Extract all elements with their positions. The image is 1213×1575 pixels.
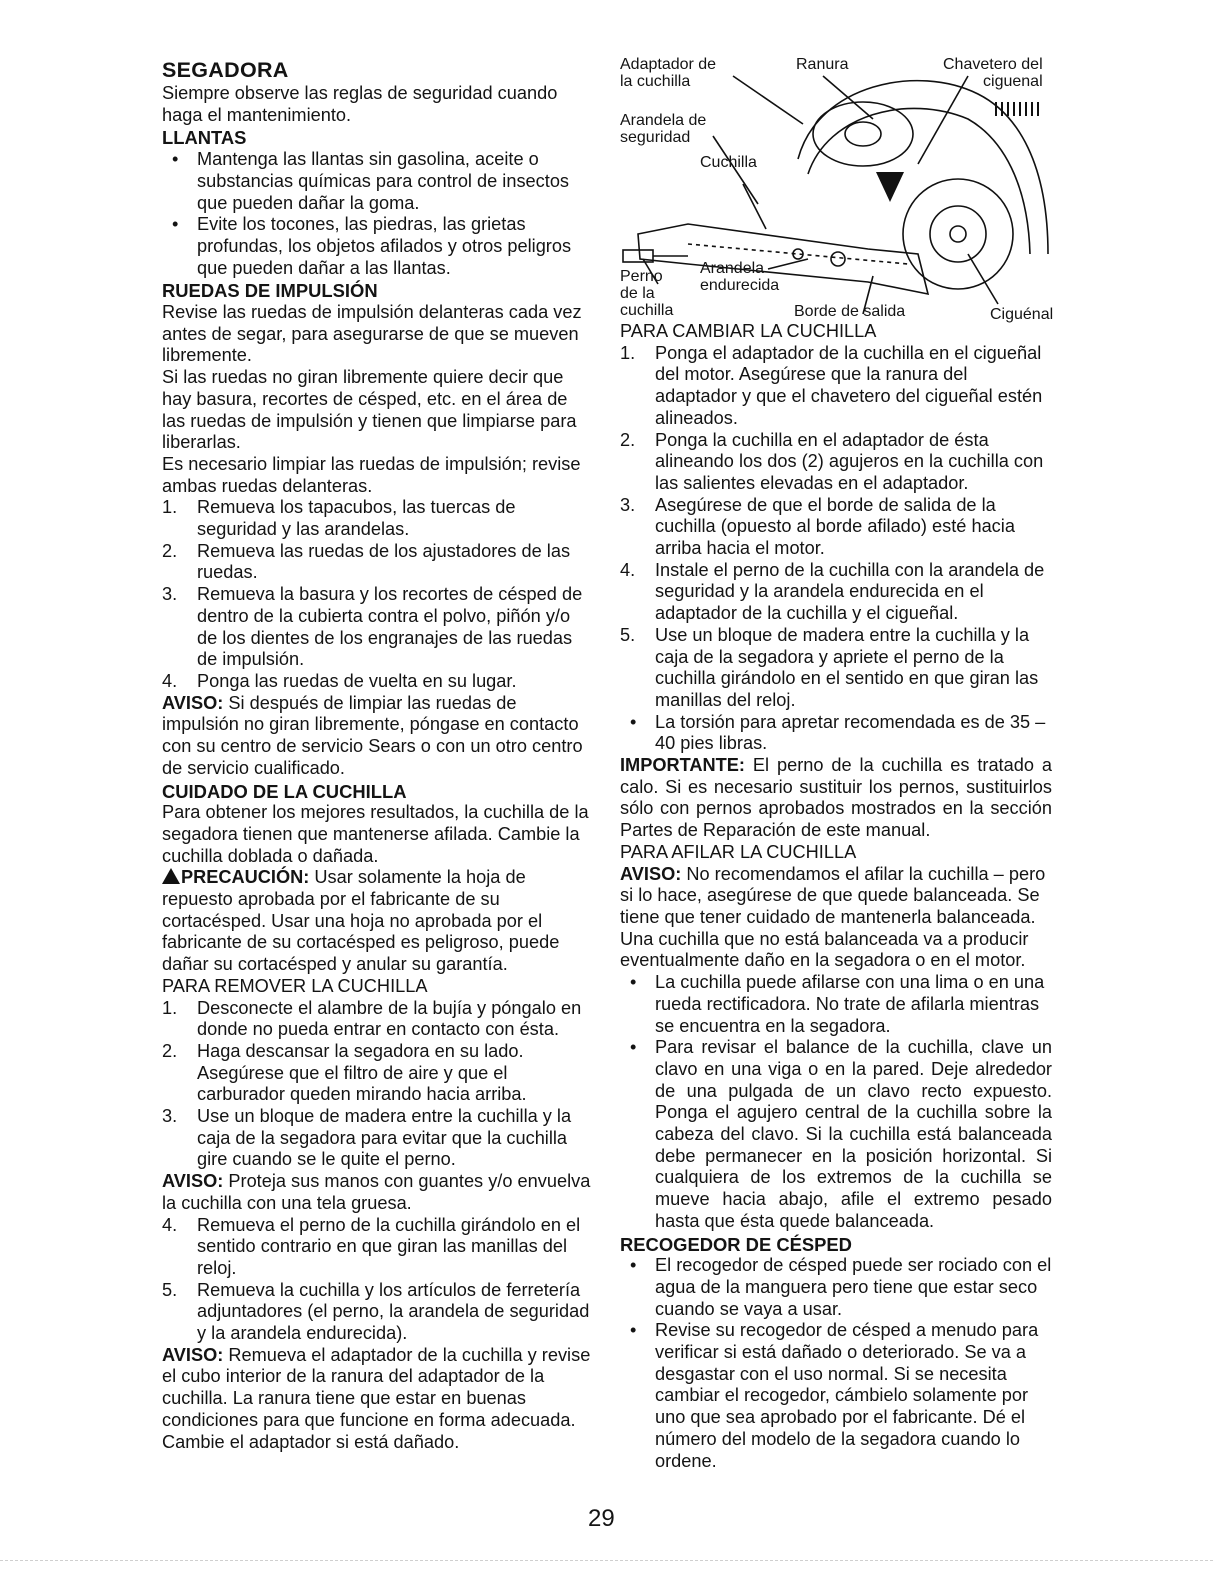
bullet-marker: •: [172, 214, 179, 235]
importante-paragraph: IMPORTANTE: El perno de la cuchilla es tratado a calo. Si es necesario sustituir los pernos, sustituirlos sólo con pernos aprobados mostrados en la sección Partes de Reparación de este manual.: [620, 755, 1052, 841]
label-cuchilla: Cuchilla: [700, 154, 757, 171]
list-item: • Para revisar el balance de la cuchilla, clave un clavo en una viga o en la pared. Deje alrededor de una pulgada de un clavo recto expuesto. Ponga el agujero central de la cuchilla sobre la cabeza del clavo. Si la cuchilla está balanceada debe permanecer en la posición horizontal. Si cualquiera de los extremos de la cuchilla se mueve hacia abajo, afile el extremo pesado hasta que ésta quede balanceada.: [630, 1037, 1052, 1231]
list-item: 4. Ponga las ruedas de vuelta en su lugar.: [162, 670, 517, 691]
label-arandela-seguridad: Arandela de seguridad: [620, 112, 707, 146]
section-title: SEGADORA: [162, 58, 289, 82]
bullet-marker: •: [172, 149, 179, 170]
page-number: 29: [588, 1505, 615, 1532]
ruedas-paragraph: Si las ruedas no giran libremente quiere decir que hay basura, recortes de césped, etc. en el área de las ruedas de impulsión y tienen que limpiarse para liberarlas.: [162, 367, 577, 453]
list-item: • Revise su recogedor de césped a menudo para verificar si está dañado o deteriorado. Se va a desgastar con el uso normal. Si se necesita cambiar el recogedor, cámbielo solamente por uno que sea aprobado por el fabricante. Dé el número del modelo de la segadora cuando lo ordene.: [630, 1320, 1039, 1471]
cuidado-paragraph: Para obtener los mejores resultados, la cuchilla de la segadora tienen que mantenerse afilada. Cambie la cuchilla doblada o dañada.: [162, 802, 589, 866]
ruedas-steps: [162, 497, 594, 692]
list-item: 2. Haga descansar la segadora en su lado. Asegúrese que el filtro de aire y que el carburador queden mirando hacia arriba.: [162, 1040, 527, 1105]
list-item: 3. Use un bloque de madera entre la cuchilla y la caja de la segadora para evitar que la cuchilla gire cuando se le quite el perno.: [162, 1106, 572, 1170]
list-item: 5. Remueva la cuchilla y los artículos de ferretería adjuntadores (el perno, la arandela de seguridad y la arandela endurecida).: [162, 1279, 590, 1344]
list-item: • Mantenga las llantas sin gasolina, aceite o substancias químicas para control de insectos que pueden dañar la goma.: [172, 149, 570, 213]
list-item: 1. Ponga el adaptador de la cuchilla en el cigueñal del motor. Asegúrese que la ranura del adaptador y que el chavetero del cigueñal estén alineados.: [620, 342, 1043, 428]
cambiar-bullets: [620, 712, 1052, 755]
left-column: [162, 58, 594, 1453]
intro-text: Siempre observe las reglas de seguridad cuando haga el mantenimiento.: [162, 83, 558, 125]
label-arandela-endurecida: Arandela endurecida: [700, 260, 780, 294]
label-chavetero: Chavetero del ciguenal: [943, 56, 1043, 90]
list-item: 2. Remueva las ruedas de los ajustadores de las ruedas.: [162, 540, 571, 583]
label-adaptador: Adaptador de la cuchilla: [620, 56, 717, 90]
warning-icon: [162, 868, 180, 884]
remover-aviso: AVISO: Proteja sus manos con guantes y/o envuelva la cuchilla con una tela gruesa.: [162, 1171, 591, 1213]
remover-steps: [162, 998, 594, 1172]
recogedor-heading: RECOGEDOR DE CÉSPED: [620, 1233, 852, 1255]
list-item: 4. Instale el perno de la cuchilla con la arandela de seguridad y la arandela endurecida en el adaptador de la cuchilla y el cigueñal.: [620, 559, 1045, 624]
afilar-bullets: [620, 972, 1052, 1232]
right-column: [620, 321, 1052, 1472]
remover-heading: PARA REMOVER LA CUCHILLA: [162, 975, 428, 996]
label-perno: Perno de la cuchilla: [620, 268, 674, 319]
list-item: 3. Asegúrese de que el borde de salida de la cuchilla (opuesto al borde afilado) esté hacia arriba hacia el motor.: [620, 494, 1015, 559]
list-item: • El recogedor de césped puede ser rociado con el agua de la manguera pero tiene que estar seco cuando se vaya a usar.: [630, 1255, 1052, 1319]
list-item: 3. Remueva la basura y los recortes de césped de dentro de la cubierta contra el polvo, piñón y/o de los dientes de los engranajes de las ruedas de impulsión.: [162, 584, 583, 670]
list-item: 1. Remueva los tapacubos, las tuercas de seguridad y las arandelas.: [162, 497, 516, 540]
list-item: 5. Use un bloque de madera entre la cuchilla y la caja de la segadora y apriete el perno de la cuchilla girándolo en el sentido en que giran las manillas del reloj.: [620, 624, 1039, 710]
list-item: • Evite los tocones, las piedras, las grietas profundas, los objetos afilados y otros peligros que pueden dañar a las llantas.: [172, 214, 572, 278]
ruedas-paragraph: Es necesario limpiar las ruedas de impulsión; revise ambas ruedas delanteras.: [162, 453, 581, 496]
blade-assembly-diagram: [618, 54, 1058, 326]
label-ranura: Ranura: [796, 56, 849, 73]
remover-aviso-2: AVISO: Remueva el adaptador de la cuchilla y revise el cubo interior de la ranura del adaptador de la cuchilla. La ranura tiene que estar en buenas condiciones para que funcione en forma adecuada. Cambie el adaptador si está dañado.: [162, 1344, 591, 1452]
label-borde-salida: Borde de salida: [794, 303, 906, 320]
llantas-list: [162, 149, 594, 279]
blade-diagram-drawing: [618, 54, 1058, 326]
label-ciguenal: Ciguénal: [990, 306, 1054, 323]
ruedas-aviso: AVISO: Si después de limpiar las ruedas de impulsión no giran libremente, póngase en contacto con su centro de servicio Sears o con un otro centro de servicio cualificado.: [162, 692, 583, 778]
cambiar-heading: PARA CAMBIAR LA CUCHILLA: [620, 321, 877, 341]
llantas-heading: LLANTAS: [162, 127, 247, 149]
list-item: 1. Desconecte el alambre de la bujía y póngalo en donde no pueda entrar en contacto con ésta.: [162, 997, 582, 1040]
afilar-heading: PARA AFILAR LA CUCHILLA: [620, 841, 857, 862]
ruedas-paragraph: Revise las ruedas de impulsión delanteras cada vez antes de segar, para asegurarse de que se mueven libremente.: [162, 302, 582, 366]
afilar-aviso: AVISO: No recomendamos el afilar la cuchilla – pero si lo hace, asegúrese de que quede balanceada. Se tiene que tener cuidado de mantenerla balanceada. Una cuchilla que no está balanceada va a producir eventualmente daño en la segadora o en el motor.: [620, 863, 1046, 971]
remover-steps-cont: [162, 1215, 594, 1345]
cambiar-steps: [620, 343, 1052, 712]
ruedas-heading: RUEDAS DE IMPULSIÓN: [162, 280, 378, 302]
list-item: • La cuchilla puede afilarse con una lima o en una rueda rectificadora. No trate de afilarla mientras se encuentra en la segadora.: [630, 972, 1045, 1036]
recogedor-bullets: [620, 1255, 1052, 1472]
cuidado-heading: CUIDADO DE LA CUCHILLA: [162, 780, 407, 802]
list-item: • La torsión para apretar recomendada es de 35 – 40 pies libras.: [630, 711, 1046, 754]
page-bottom-rule: [0, 1560, 1213, 1561]
list-item: 4. Remueva el perno de la cuchilla girándolo en el sentido contrario en que giran las manillas del reloj.: [162, 1214, 581, 1278]
list-item: 2. Ponga la cuchilla en el adaptador de ésta alineando los dos (2) agujeros en la cuchilla con las salientes elevadas en el adaptador.: [620, 429, 1044, 493]
precaucion-paragraph: PRECAUCIÓN: Usar solamente la hoja de repuesto aprobada por el fabricante de su cortacésped. Usar una hoja no aprobada por el fabricante de su cortacésped es peligroso, puede dañar su cortacésped y anular su garantía.: [162, 867, 560, 975]
